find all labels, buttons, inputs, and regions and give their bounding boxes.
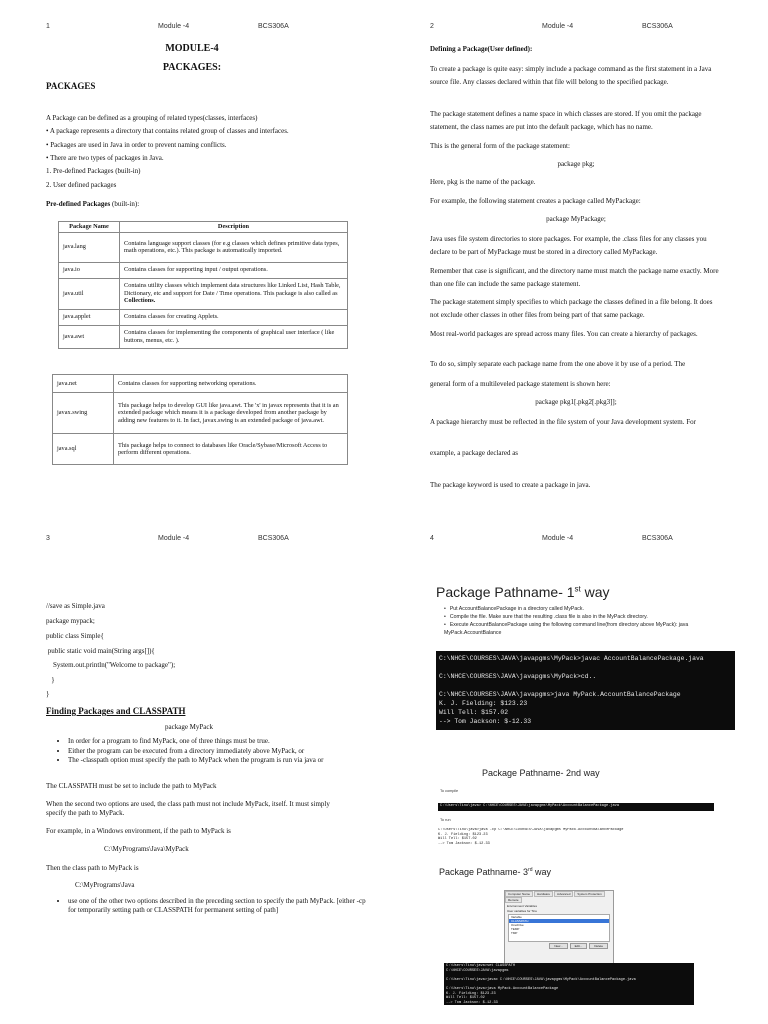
header-module: Module -4 bbox=[158, 535, 190, 542]
delete-button[interactable]: Delete bbox=[589, 943, 608, 949]
console-line bbox=[436, 681, 735, 690]
table-row bbox=[59, 278, 348, 309]
list-item-classpath[interactable]: CLASSPATH bbox=[509, 919, 609, 923]
section-heading: Finding Packages and CLASSPATH bbox=[46, 706, 186, 716]
subheading-bold: Pre-defined Packages bbox=[46, 200, 111, 208]
text-line: 2. User defined packages bbox=[46, 181, 117, 189]
cell-text: Contains utility classes which implement data structures like Linked List, Hash Table, Dictionary, etc and support for Date / Time operations. This package is also called as bbox=[124, 282, 341, 297]
table-cell: javax.swing bbox=[53, 393, 114, 434]
code-line: } bbox=[46, 690, 50, 698]
tab-computer-name[interactable]: Computer Name bbox=[505, 891, 533, 897]
text-line: • A package represents a directory that contains related group of classes and interfaces. bbox=[46, 127, 289, 135]
bullet-list bbox=[46, 897, 368, 915]
table-cell bbox=[120, 278, 348, 309]
slide-3-title bbox=[439, 867, 551, 877]
table-cell: java.io bbox=[59, 262, 120, 278]
table-row bbox=[53, 434, 348, 465]
table-cell: This package helps to develop GUI like java.awt. The 'x' in javax represents that it is an extended package which means it is a package developed from another package by adding new features to it. In fact, javax.swing is an extended package of java.awt. bbox=[114, 393, 348, 434]
table-cell: Contains classes for supporting networking operations. bbox=[114, 375, 348, 393]
subheading-line bbox=[46, 200, 139, 209]
code-line: package pkg1[.pkg2[.pkg3]]; bbox=[535, 398, 617, 406]
code-line: package MyPack bbox=[165, 723, 214, 731]
console-line: --> Tom Jackson: $-12.33 bbox=[438, 841, 490, 846]
slide-title-sup: st bbox=[574, 584, 581, 594]
table-cell: java.util bbox=[59, 278, 120, 309]
table-cell: Contains classes for implementing the components of graphical user interface ( like buttons, menus, etc. ). bbox=[120, 325, 348, 348]
table-cell: java.applet bbox=[59, 309, 120, 325]
table-cell: This package helps to connect to databases like Oracle/Sybase/Microsoft Access to perform different operations. bbox=[114, 434, 348, 465]
console-line: C:\NHCE\COURSES\JAVA\javapgms>java MyPack.AccountBalancePackage bbox=[439, 691, 681, 698]
list-item: • Either the program can be executed from a directory immediately above MyPack, or bbox=[68, 747, 368, 756]
list-header: Variable bbox=[511, 915, 522, 919]
page-number: 2 bbox=[430, 23, 434, 30]
paragraph: When the second two options are used, the class path must not include MyPack, itself. It must simply specify the path to MyPack. bbox=[46, 800, 330, 817]
tab-advanced[interactable]: Advanced bbox=[554, 891, 573, 897]
code-line: public class Simple{ bbox=[46, 632, 104, 640]
console-line: K. J. Fielding: $123.23 bbox=[439, 700, 528, 707]
edit-button[interactable]: Edit... bbox=[570, 943, 588, 949]
slide-title-end: way bbox=[532, 867, 552, 877]
console-line: C:\Users\Tinu\java>java -cp C:\NHCE\COURSES\JAVA\javapgms MyPack.AccountBalancePackage bbox=[438, 828, 624, 832]
paragraph: The CLASSPATH must be set to include the path to MyPack bbox=[46, 782, 217, 790]
page-number: 3 bbox=[46, 535, 50, 542]
list-item: • Execute AccountBalancePackage using the following command line(from directory above MyPack): java MyPack.AccountBalance bbox=[444, 621, 744, 637]
dialog-heading: Environment Variables bbox=[507, 904, 537, 908]
console-window bbox=[444, 963, 694, 1005]
list-item: • use one of the other two options described in the preceding section to specify the path MyPack. [either -cp for temporarily setting path or CLASSPATH for permanent setting of path] bbox=[68, 897, 368, 914]
text-line: A Package can be defined as a grouping of related types(classes, interfaces) bbox=[46, 114, 258, 122]
path-line: C:\MyPrograms\Java bbox=[75, 881, 135, 889]
code-line: //save as Simple.java bbox=[46, 602, 105, 610]
page-2 bbox=[384, 0, 768, 512]
console-line: --> Tom Jackson: $-12.33 bbox=[439, 718, 532, 725]
console-line: K. J. Fielding: $123.23 bbox=[438, 832, 488, 837]
header-course-code: BCS306A bbox=[642, 535, 673, 542]
paragraph: For example, the following statement creates a package called MyPackage: bbox=[430, 197, 641, 205]
paragraph: Most real-world packages are spread across many files. You can create a hierarchy of packages. bbox=[430, 330, 698, 338]
slide-2-note: To run bbox=[440, 818, 451, 822]
header-module: Module -4 bbox=[158, 23, 190, 30]
code-line: package pkg; bbox=[557, 160, 595, 168]
console-line: --> Tom Jackson: $-12.33 bbox=[446, 1000, 498, 1005]
paragraph: This is the general form of the package statement: bbox=[430, 142, 570, 150]
console-line: K. J. Fielding: $123.23 bbox=[446, 991, 496, 996]
code-line: package mypack; bbox=[46, 617, 95, 625]
list-item: • Put AccountBalancePackage in a directory called MyPack. bbox=[444, 605, 744, 613]
table-row bbox=[59, 232, 348, 262]
bullet-list bbox=[46, 737, 368, 766]
console-line: C:\Users\Tinu\java> C:\NHCE\COURSES\JAVA\javapgms\MyPack\AccountBalancePackage.java bbox=[440, 804, 619, 808]
console-window bbox=[436, 651, 735, 730]
paragraph: Remember that case is significant, and the directory name must match the package name exactly. More than one file can include the same package statement. bbox=[430, 267, 719, 288]
console-line: C:\NHCE\COURSES\JAVA\javapgms bbox=[446, 968, 509, 973]
code-line: System.out.println("Welcome to package"); bbox=[46, 661, 176, 669]
console-line: Will Tell: $157.02 bbox=[439, 709, 509, 716]
slide-2-title: Package Pathname- 2nd way bbox=[482, 768, 600, 778]
paragraph: The package statement simply specifies to which package the classes defined in a file belong. It does not exclude other classes in other files from being part of that same package. bbox=[430, 298, 713, 319]
table-row bbox=[53, 393, 348, 434]
list-item: • The -classpath option must specify the path to MyPack when the program is run via java or bbox=[68, 756, 368, 765]
page-1 bbox=[0, 0, 384, 512]
package-table-2 bbox=[52, 374, 348, 465]
header-course-code: BCS306A bbox=[642, 23, 673, 30]
variables-list bbox=[508, 914, 610, 942]
table-header-row bbox=[59, 222, 348, 233]
paragraph: Here, pkg is the name of the package. bbox=[430, 178, 536, 186]
console-line: C:\Users\Tinu\java>javac C:\NHCE\COURSES\JAVA\javapgms\MyPack\AccountBalancePackage.java bbox=[446, 977, 636, 982]
page-4 bbox=[384, 512, 768, 1024]
paragraph: Then the class path to MyPack is bbox=[46, 864, 139, 872]
dialog-tabs bbox=[505, 891, 613, 903]
tab-hardware[interactable]: Hardware bbox=[534, 891, 553, 897]
dialog-section-label: User variables for Tinu bbox=[507, 909, 538, 913]
table-row bbox=[53, 375, 348, 393]
paragraph: To do so, simply separate each package name from the one above it by use of a period. The bbox=[430, 360, 686, 368]
page-title: PACKAGES: bbox=[162, 62, 222, 73]
table-cell: Contains classes for creating Applets. bbox=[120, 309, 348, 325]
console-line: C:\NHCE\COURSES\JAVA\javapgms\MyPack>cd.. bbox=[439, 673, 597, 680]
console-line: C:\Users\Tinu\java>set CLASSPATH bbox=[446, 964, 516, 968]
section-heading: PACKAGES bbox=[46, 81, 96, 91]
page-3 bbox=[0, 512, 384, 1024]
text-line: • Packages are used in Java in order to prevent naming conflicts. bbox=[46, 141, 227, 149]
paragraph: example, a package declared as bbox=[430, 449, 519, 457]
header-course-code: BCS306A bbox=[258, 23, 289, 30]
paragraph: Java uses file system directories to store packages. For example, the .class files for any classes you declare to be part of MyPackage must be stored in a directory called MyPackage. bbox=[430, 235, 707, 256]
header-module: Module -4 bbox=[542, 535, 574, 542]
paragraph: general form of a multileveled package statement is shown here: bbox=[430, 380, 611, 388]
module-title: MODULE-4 bbox=[165, 43, 219, 54]
package-table-1 bbox=[58, 221, 348, 349]
console-line: Will Tell: $157.02 bbox=[438, 837, 477, 842]
table-cell: java.awt bbox=[59, 325, 120, 348]
path-line: C:\MyPrograms\Java\MyPack bbox=[104, 845, 189, 853]
list-item[interactable]: TMP bbox=[511, 931, 518, 935]
cell-bold-text: Collections. bbox=[124, 297, 156, 305]
table-header: Description bbox=[120, 222, 348, 233]
list-item: • Compile the file. Make sure that the resulting .class file is also in the MyPack directory. bbox=[444, 613, 744, 621]
paragraph: The package statement defines a name space in which classes are stored. If you omit the package statement, the class names are put into the default package, which has no name. bbox=[430, 110, 702, 131]
tab-system-protection[interactable]: System Protection bbox=[574, 891, 604, 897]
slide-1-bullets bbox=[436, 605, 744, 637]
table-cell: Contains language support classes (for e.g classes which defines primitive data types, math operations, etc.). This package is automatically imported. bbox=[120, 232, 348, 262]
tab-remote[interactable]: Remote bbox=[505, 897, 522, 903]
paragraph: For example, in a Windows environment, if the path to MyPack is bbox=[46, 827, 231, 835]
code-line: package MyPackage; bbox=[546, 215, 606, 223]
page-number: 1 bbox=[46, 23, 50, 30]
slide-title-text: Package Pathname- 1 bbox=[436, 584, 575, 600]
table-row bbox=[59, 325, 348, 348]
slide-2-note: To compile bbox=[440, 789, 459, 793]
console-line: Will Tell: $157.02 bbox=[446, 996, 485, 1001]
console-window bbox=[438, 803, 714, 811]
console-line: C:\Users\Tinu\java>java MyPack.AccountBalancePackage bbox=[446, 986, 559, 991]
new-button[interactable]: New... bbox=[549, 943, 567, 949]
table-cell: Contains classes for supporting input / output operations. bbox=[120, 262, 348, 278]
paragraph: The package keyword is used to create a package in java. bbox=[430, 481, 591, 489]
code-line: } bbox=[46, 676, 55, 684]
header-module: Module -4 bbox=[542, 23, 574, 30]
environment-variables-dialog bbox=[504, 890, 614, 964]
section-heading: Defining a Package(User defined): bbox=[430, 45, 533, 53]
table-cell: java.lang bbox=[59, 232, 120, 262]
text-line: • There are two types of packages in Java. bbox=[46, 154, 164, 162]
table-row bbox=[59, 309, 348, 325]
header-course-code: BCS306A bbox=[258, 535, 289, 542]
paragraph: A package hierarchy must be reflected in the file system of your Java development system. For bbox=[430, 418, 696, 426]
slide-1-title bbox=[436, 584, 610, 600]
list-item: • In order for a program to find MyPack, one of three things must be true. bbox=[68, 737, 368, 746]
table-cell: java.net bbox=[53, 375, 114, 393]
console-line: C:\NHCE\COURSES\JAVA\javapgms\MyPack>javac AccountBalancePackage.java bbox=[439, 655, 704, 662]
page-number: 4 bbox=[430, 535, 434, 542]
slide-title-sup: rd bbox=[528, 867, 533, 873]
code-line: public static void main(String args[]){ bbox=[46, 647, 155, 655]
slide-title-text: Package Pathname- 3 bbox=[439, 867, 529, 877]
list-item[interactable]: OneDrive bbox=[511, 923, 524, 927]
paragraph: To create a package is quite easy: simply include a package command as the first statement in a Java source file. Any classes declared within that file will belong to the specified package. bbox=[430, 65, 712, 86]
table-row bbox=[59, 262, 348, 278]
table-cell: java.sql bbox=[53, 434, 114, 465]
text-line: 1. Pre-defined Packages (built-in) bbox=[46, 167, 141, 175]
subheading-rest: (built-in): bbox=[110, 200, 140, 208]
slide-title-end: way bbox=[580, 584, 610, 600]
console-line bbox=[436, 663, 735, 672]
console-output bbox=[438, 828, 714, 850]
list-item[interactable]: TEMP bbox=[511, 927, 520, 931]
table-header: Package Name bbox=[59, 222, 120, 233]
